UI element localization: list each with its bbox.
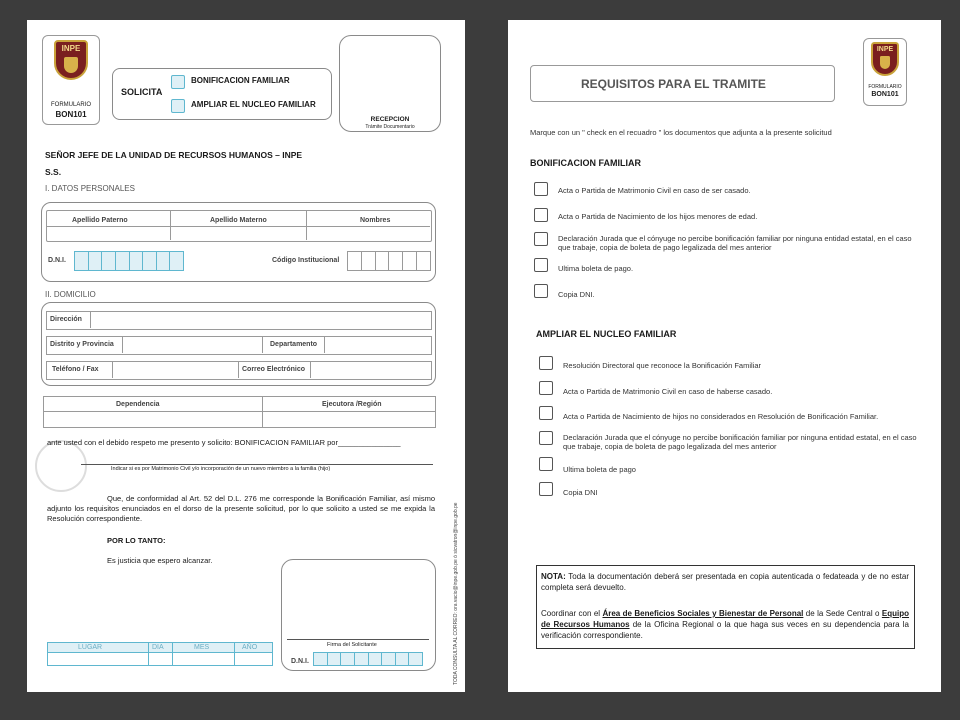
nombres-label: Nombres [360,217,391,224]
apellido-materno-label: Apellido Materno [210,217,267,224]
section-domicilio: II. DOMICILIO [45,290,96,299]
amp-checkbox-3[interactable] [539,406,553,420]
amp-checkbox-4[interactable] [539,431,553,445]
telefono-sep2 [238,362,239,378]
instruction: Marque con un " check en el recuadro " los documentos que adjunta a la presente solicitud [530,128,832,137]
title-box [530,65,835,102]
section-ampliar: AMPLIAR EL NUCLEO FAMILIAR [536,329,677,339]
inpe-shield-icon: INPE [54,40,88,80]
indicar-line [81,464,433,465]
requisitos-title: REQUISITOS PARA EL TRAMITE [581,77,766,91]
datos-personales-box [41,202,436,282]
amp-checkbox-1[interactable] [539,356,553,370]
lugar-sep2 [172,643,173,665]
lugar-sep3 [234,643,235,665]
dni-label: D.N.I. [48,257,66,264]
nota-text: Toda la documentación deberá ser presentada en copia autenticada o fedateada y de no estar completa será devuelto. [541,572,910,592]
telefono-sep3 [310,362,311,378]
solicita-box [112,68,332,120]
dni-signature-label: D.N.I. [291,658,309,665]
amp-checkbox-2[interactable] [539,381,553,395]
nota-paragraph [541,571,909,593]
nota-box [536,565,915,649]
dependencia-row [43,396,436,428]
coord-text-2: de la Sede Central o [805,609,880,618]
lugar-sep1 [148,643,149,665]
nota-label: NOTA: [541,572,566,581]
inpe-shield-icon-right: INPE [871,42,899,76]
dia-label: DIA [152,644,164,651]
bon-item-3: Declaración Jurada que el cónyuge no percibe bonificación familiar por ninguna entidad estatal, en el caso que trabaje, copia de boleta de pago legalizada del mes anterior [558,234,912,252]
bon-item-5: Copia DNI. [558,290,595,299]
inpe-logo-box [42,35,100,125]
bon-item-4: Ultima boleta de pago. [558,264,634,273]
que-paragraph: Que, de conformidad al Art. 52 del D.L. 276 me corresponde la Bonificación Familiar, así mismo adjunto los requisitos enunciados en el dorso de la presente solicitud, por lo que solicito a usted se me expida la Resolución correspondiente. [47,494,435,523]
distrito-sep2 [262,337,263,353]
departamento-label: Departamento [270,341,318,348]
apellido-paterno-label: Apellido Paterno [72,217,128,224]
solicito-text: ante usted con el debido respeto me presento y solicito: BONIFICACION FAMILIAR por_______________ [47,438,401,447]
bon-checkbox-4[interactable] [534,258,548,272]
form-code: BON101 [55,110,87,119]
amp-item-3: Acta o Partida de Nacimiento de hijos no considerados en Resolución de Bonificación Familiar. [563,412,879,421]
ampliar-option-label: AMPLIAR EL NUCLEO FAMILIAR [191,100,316,109]
distrito-sep [122,337,123,353]
coord-equipo: Equipo de Recursos Humanos [541,609,909,629]
form-page-left [27,20,465,692]
firma-line [287,639,429,640]
amp-checkbox-6[interactable] [539,482,553,496]
apellidos-sep-1 [170,211,171,240]
correo-label: Correo Electrónico [242,366,306,373]
bon-checkbox-2[interactable] [534,208,548,222]
distrito-label: Distrito y Provincia [50,341,114,348]
amp-checkbox-5[interactable] [539,457,553,471]
amp-item-5: Ultima boleta de pago [563,465,636,474]
bon-item-2: Acta o Partida de Nacimiento de los hijos menores de edad. [558,212,758,221]
domicilio-box [41,302,436,386]
coord-area: Área de Beneficios Sociales y Bienestar de Personal [602,609,804,618]
bon-checkbox-1[interactable] [534,182,548,196]
recepcion-label: RECEPCION [370,116,410,123]
mes-label: MES [194,644,210,651]
inpe-logo-box-right [863,38,907,106]
coord-paragraph [541,608,909,641]
form-label-right: FORMULARIO [868,84,902,90]
recepcion-box [339,35,441,132]
lugar-fecha-table[interactable] [47,642,273,666]
firma-label: Firma del Solicitante [327,642,377,648]
side-contact-text: TODA CONSULTA AL CORREO: ora.vacio@inpe.gob.pe ó sicvatron@inpe.gob.pe [453,502,459,685]
bon-checkbox-5[interactable] [534,284,548,298]
form-page-right [508,20,941,692]
addressee: SEÑOR JEFE DE LA UNIDAD DE RECURSOS HUMANOS – INPE [45,150,303,160]
section-datos-personales: I. DATOS PERSONALES [45,184,135,193]
bonificacion-option-label: BONIFICACION FAMILIAR [191,76,290,85]
form-label: FORMULARIO [50,102,91,108]
dependencia-sep [262,397,263,427]
lugar-label: LUGAR [78,644,103,651]
dni-boxes[interactable] [74,251,184,271]
ss-label: S.S. [45,167,62,177]
dependencia-label: Dependencia [116,401,160,408]
bonificacion-checkbox[interactable] [171,75,185,89]
section-bonificacion: BONIFICACION FAMILIAR [530,158,641,168]
form-code-right: BON101 [871,91,899,98]
bon-checkbox-3[interactable] [534,232,548,246]
por-lo-tanto: POR LO TANTO: [107,536,166,545]
apellido-paterno-input[interactable] [47,227,169,239]
apellido-materno-input[interactable] [172,227,305,239]
solicita-label: SOLICITA [121,87,163,97]
apellidos-sep-2 [306,211,307,240]
distrito-sep3 [324,337,325,353]
codigo-institucional-label: Código Institucional [272,257,340,264]
ejecutora-input[interactable] [264,412,434,426]
coord-text-3: de la Oficina Regional o la que haga sus veces en su dependencia para la verificación correspondiente. [541,620,909,640]
codigo-boxes[interactable] [347,251,431,271]
seal-watermark [35,440,87,492]
direccion-field[interactable] [46,311,432,330]
nombres-input[interactable] [308,227,429,239]
ejecutora-label: Ejecutora /Región [322,401,382,408]
direccion-label: Dirección [50,316,82,323]
dni-signature-boxes[interactable] [313,652,423,666]
amp-item-4: Declaración Jurada que el cónyuge no percibe bonificación familiar por ninguna entidad estatal, en el caso que trabaje, copia de boleta de pago legalizada del mes anterior [563,433,917,451]
amp-item-2: Acta o Partida de Matrimonio Civil en caso de haberse casado. [563,387,773,396]
coord-text-1: Coordinar con el [541,609,601,618]
bon-item-1: Acta o Partida de Matrimonio Civil en caso de ser casado. [558,186,751,195]
telefono-label: Teléfono / Fax [52,366,99,373]
dependencia-input[interactable] [45,412,261,426]
amp-item-6: Copia DNI [563,488,598,497]
indicar-text: Indicar si es por Matrimonio Civil y/o incorporación de un nuevo miembro a la familia (hijo) [111,466,331,472]
justicia-text: Es justicia que espero alcanzar. [107,556,213,565]
amp-item-1: Resolución Directoral que reconoce la Bonificación Familiar [563,361,762,370]
anio-label: AÑO [242,644,258,651]
ampliar-checkbox[interactable] [171,99,185,113]
telefono-sep [112,362,113,378]
telefono-field[interactable] [46,361,432,380]
direccion-sep [90,312,91,328]
tramite-label: Trámite Documentario [365,124,415,130]
